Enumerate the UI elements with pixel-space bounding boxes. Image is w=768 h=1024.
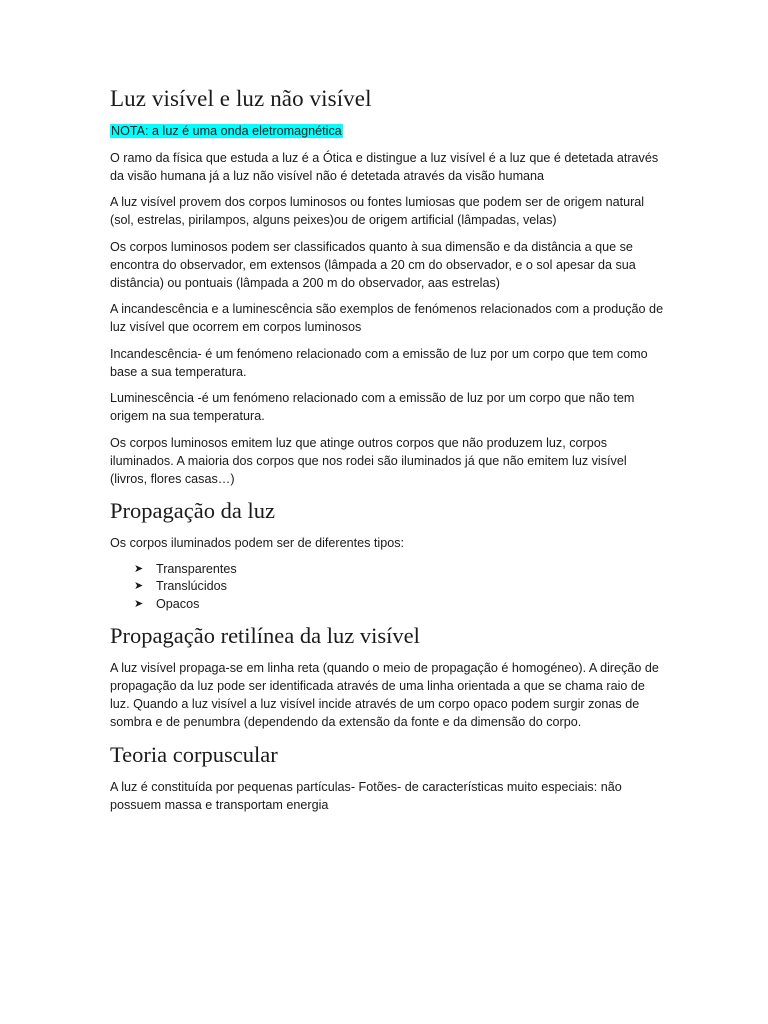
arrow-right-icon: ➤ (134, 597, 144, 610)
list-item-label: Opacos (156, 596, 200, 611)
document-page (110, 84, 666, 822)
list-item (134, 596, 666, 614)
paragraph-luminescencia: Luminescência -é um fenómeno relacionado com a emissão de luz por um corpo que não tem origem na sua temperatura. (110, 391, 635, 423)
note-line (110, 122, 666, 140)
bullet-list (110, 561, 666, 614)
heading-propagacao: Propagação da luz (110, 498, 275, 523)
list-item-label: Transparentes (156, 561, 237, 576)
note-highlight: NOTA: a luz é uma onda eletromagnética (111, 124, 342, 138)
arrow-right-icon: ➤ (134, 562, 144, 575)
paragraph-classificacao: Os corpos luminosos podem ser classificados quanto à sua dimensão e da distância a que se encontra do observador, em extensos (lâmpada a 20 cm do observador, e o sol apesar da sua distância) ou pontuais (lâmpada a 200 m do observador, aas estrelas) (110, 239, 636, 290)
arrow-right-icon: ➤ (134, 580, 144, 593)
list-item (134, 578, 666, 596)
heading-teoria-corpuscular: Teoria corpuscular (110, 741, 278, 767)
document-title: Luz visível e luz não visível (110, 86, 372, 111)
paragraph-incandescencia: Incandescência- é um fenómeno relacionado com a emissão de luz por um corpo que tem como base a sua temperatura. (110, 346, 648, 379)
paragraph-tipos: Os corpos iluminados podem ser de diferentes tipos: (110, 536, 405, 550)
list-item-label: Translúcidos (156, 579, 227, 593)
list-item (134, 561, 666, 579)
paragraph-fenomenos: A incandescência e a luminescência são exemplos de fenómenos relacionados com a produção de luz visível que ocorrem em corpos luminosos (110, 302, 664, 334)
paragraph-corpos-luminosos: A luz visível provem dos corpos luminosos ou fontes lumiosas que podem ser de origem natural (sol, estrelas, pirilampos, alguns peixes)ou de origem artificial (lâmpadas, velas) (110, 195, 645, 227)
paragraph-fotoes: A luz é constituída por pequenas partículas- Fotões- de características muito especiais: não possuem massa e transportam energia (110, 779, 622, 812)
heading-propagacao-retilinea: Propagação retilínea da luz visível (110, 623, 420, 648)
paragraph-corpos-iluminados: Os corpos luminosos emitem luz que atinge outros corpos que não produzem luz, corpos iluminados. A maioria dos corpos que nos rodei são iluminados já que não emitem luz visível (livros, flores casas…) (110, 435, 627, 486)
paragraph-linha-reta: A luz visível propaga-se em linha reta (quando o meio de propagação é homogéneo). A direção de propagação da luz pode ser identificada através de uma linha orientada a que se chama raio de luz. Quando a luz visível a luz visível incide através de um corpo opaco podem surgir zonas de sombra e de penumbra (dependendo da extensão da fonte e da dimensão do corpo. (110, 661, 659, 729)
paragraph-otica: O ramo da física que estuda a luz é a Ótica e distingue a luz visível é a luz que é detetada através da visão humana já a luz não visível não é detetada através da visão humana (110, 150, 659, 183)
